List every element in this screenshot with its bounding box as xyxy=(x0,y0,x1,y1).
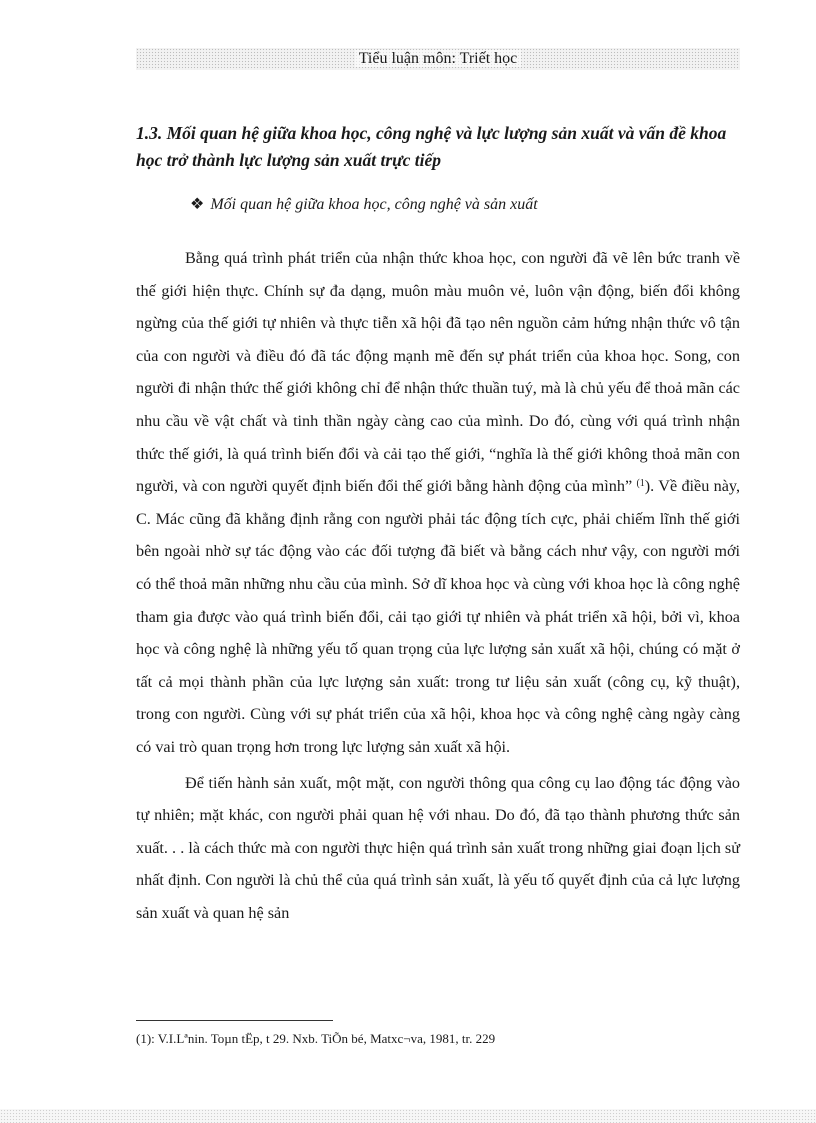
footnote: (1): V.I.Lªnin. Toµn tËp, t 29. Nxb. TiÕn bé, Matxc¬va, 1981, tr. 229 xyxy=(136,1031,496,1046)
paragraph-1-text-b: ). Về điều này, C. Mác cũng đã khẳng định rằng con người phải tác động tích cực, phải chiếm lĩnh thế giới bên ngoài nhờ sự tác động vào các đối tượng đã biết và bằng cách như vậy, con người mới có thể thoả mãn những nhu cầu của mình. Sở dĩ khoa học và cùng với khoa học là công nghệ tham gia được vào quá trình biến đổi, cải tạo giới tự nhiên và phát triển xã hội, bởi vì, khoa học và công nghệ là những yếu tố quan trọng của lực lượng sản xuất xã hội, chúng có mặt ở tất cả mọi thành phần của lực lượng sản xuất: trong tư liệu sản xuất (công cụ, kỹ thuật), trong con người. Cùng với sự phát triển của xã hội, khoa học và công nghệ càng ngày càng có vai trò quan trọng hơn trong lực lượng sản xuất xã hội. xyxy=(136,477,741,756)
paragraph-2: Để tiến hành sản xuất, một mặt, con người thông qua công cụ lao động tác động vào tự nhiên; mặt khác, con người phải quan hệ với nhau. Do đó, đã tạo thành phương thức sản xuất. . . là cách thức mà con người thực hiện quá trình sản xuất trong những giai đoạn lịch sử nhất định. Con người là chủ thể của quá trình sản xuất, là yếu tố quyết định của cả lực lượng sản xuất và quan hệ sản xyxy=(136,773,740,922)
paragraph-1-text-a: Bằng quá trình phát triển của nhận thức khoa học, con người đã vẽ lên bức tranh về thế giới hiện thực. Chính sự đa dạng, muôn màu muôn vẻ, luôn vận động, biến đổi không ngừng của thế giới tự nhiên và thực tiễn xã hội đã tạo nên nguồn cảm hứng nhận thức vô tận của con người và điều đó đã tác động mạnh mẽ đến sự phát triển của khoa học. Song, con người đi nhận thức thế giới không chỉ để nhận thức thuần tuý, mà là chủ yếu để thoả mãn các nhu cầu về vật chất và tinh thần ngày càng cao của mình. Do đó, cùng với quá trình nhận thức thế giới, là quá trình biến đổi và cải tạo thế giới, “nghĩa là thế giới không thoả mãn con người, và con người quyết định biến đổi thế giới bằng hành động của mình” xyxy=(136,249,740,496)
subheading-text: Mối quan hệ giữa khoa học, công nghệ và sản xuất xyxy=(210,196,538,213)
footnote-divider xyxy=(136,1020,333,1021)
page-header xyxy=(136,48,740,70)
diamond-bullet-icon: ❖ xyxy=(190,196,205,213)
subheading xyxy=(190,193,538,217)
body-text xyxy=(136,242,740,929)
page-footer-band xyxy=(0,1109,816,1123)
paragraph-1 xyxy=(136,242,740,764)
footnote-reference: (1 xyxy=(636,478,645,490)
header-title: Tiểu luận môn: Triết học xyxy=(355,50,522,67)
section-heading: 1.3. Mối quan hệ giữa khoa học, công nghệ và lực lượng sản xuất và vấn đề khoa học trở thành lực lượng sản xuất trực tiếp xyxy=(136,123,727,170)
